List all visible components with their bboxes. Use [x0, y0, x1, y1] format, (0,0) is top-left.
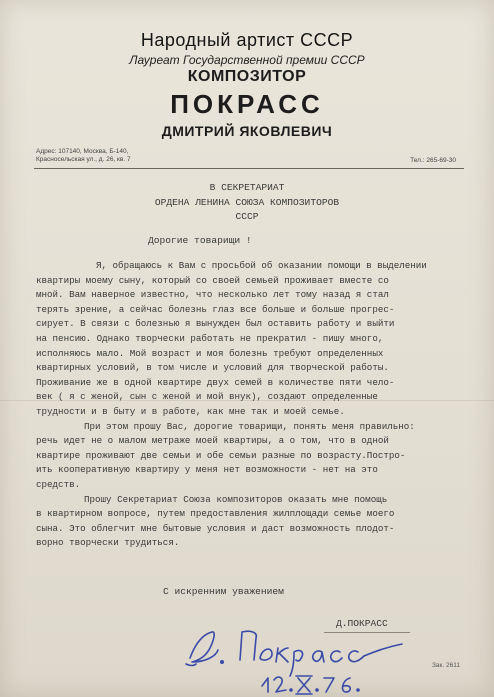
letterhead-given-names: ДМИТРИЙ ЯКОВЛЕВИЧ — [161, 123, 333, 139]
signature-image — [182, 620, 412, 695]
handwritten-signature — [182, 620, 412, 697]
letterhead-address — [36, 148, 131, 164]
body-line: на пенсию. Однако творчески работать не прекратил - пишу много, — [36, 332, 384, 344]
recipient-line: ОРДЕНА ЛЕНИНА СОЮЗА КОМПОЗИТОРОВ — [154, 196, 340, 208]
body-line: При этом прошу Вас, дорогие товарищи, понять меня правильно: — [84, 420, 415, 432]
letterhead-award: Лауреат Государственной премии СССР — [129, 53, 365, 67]
closing-phrase: С искренним уважением — [163, 586, 284, 597]
letterhead-divider — [34, 168, 464, 169]
letterhead-title: Народный артист СССР — [140, 30, 354, 50]
body-line: сирует. В связи с болезнью я вынужден был оставить работу и выйти — [36, 318, 395, 330]
body-line: сына. Это облегчит мне бытовые условия и даст возможность плодот- — [36, 522, 395, 534]
body-line: квартирных условий, в том числе и условий для творческой работы. — [36, 362, 389, 374]
body-line: ить кооперативную квартиру у меня нет возможности - нет на это — [36, 464, 378, 476]
letterhead-profession: КОМПОЗИТОР — [187, 68, 307, 85]
body-line: Проживание же в одной квартире двух семей в количестве пяти чело- — [36, 376, 395, 388]
recipient-line: В СЕКРЕТАРИАТ — [209, 182, 285, 193]
letter-body — [36, 259, 488, 551]
body-line: трудности и в быту и в работе, как мне так и моей семье. — [36, 405, 345, 417]
body-line: мной. Вам наверное известно, что несколько лет тому назад я стал — [36, 289, 389, 301]
body-line: речь идет не о малом метраже моей квартиры, а о том, что в одной — [36, 435, 389, 447]
letterhead-phone: Тел.: 265-69-30 — [410, 157, 456, 164]
address-line-1: Адрес: 107140, Москва, Б-140, — [36, 148, 129, 155]
typed-signature: Д.ПОКРАСС — [336, 618, 388, 629]
recipient-line: СССР — [235, 211, 259, 222]
recipient-block — [0, 181, 494, 225]
address-line-2: Красносельская ул., д. 26, кв. 7 — [36, 156, 131, 163]
print-order-code: Зак. 2611 — [432, 662, 460, 669]
body-line: Прошу Секретариат Союза композиторов оказать мне помощь — [84, 493, 388, 505]
letterhead — [0, 30, 494, 139]
letterhead-surname: ПОКРАСС — [170, 89, 324, 119]
body-line: средств. — [36, 478, 81, 490]
body-line: Я, обращаюсь к Вам с просьбой об оказании помощи в выделении — [96, 260, 427, 271]
body-line: терять зрение, а сейчас болезнь глаз все больше и больше прогрес- — [36, 303, 395, 315]
greeting: Дорогие товарищи ! — [148, 235, 252, 246]
body-line: век ( я с женой, сын с женой и мой внук), создают определенные — [36, 391, 378, 403]
body-line: ворно творчески трудиться. — [36, 537, 180, 549]
body-line: квартиры моему сыну, который со своей семьей проживает вместе со — [36, 274, 389, 286]
body-line: квартире проживают две семьи и обе семьи разные по возрасту.Постро- — [36, 449, 406, 461]
body-line: исполняюсь мало. Мой возраст и моя болезнь требуют определенных — [36, 347, 384, 359]
body-line: в квартирном вопросе, путем предоставления жилплощади семье моего — [36, 508, 395, 520]
